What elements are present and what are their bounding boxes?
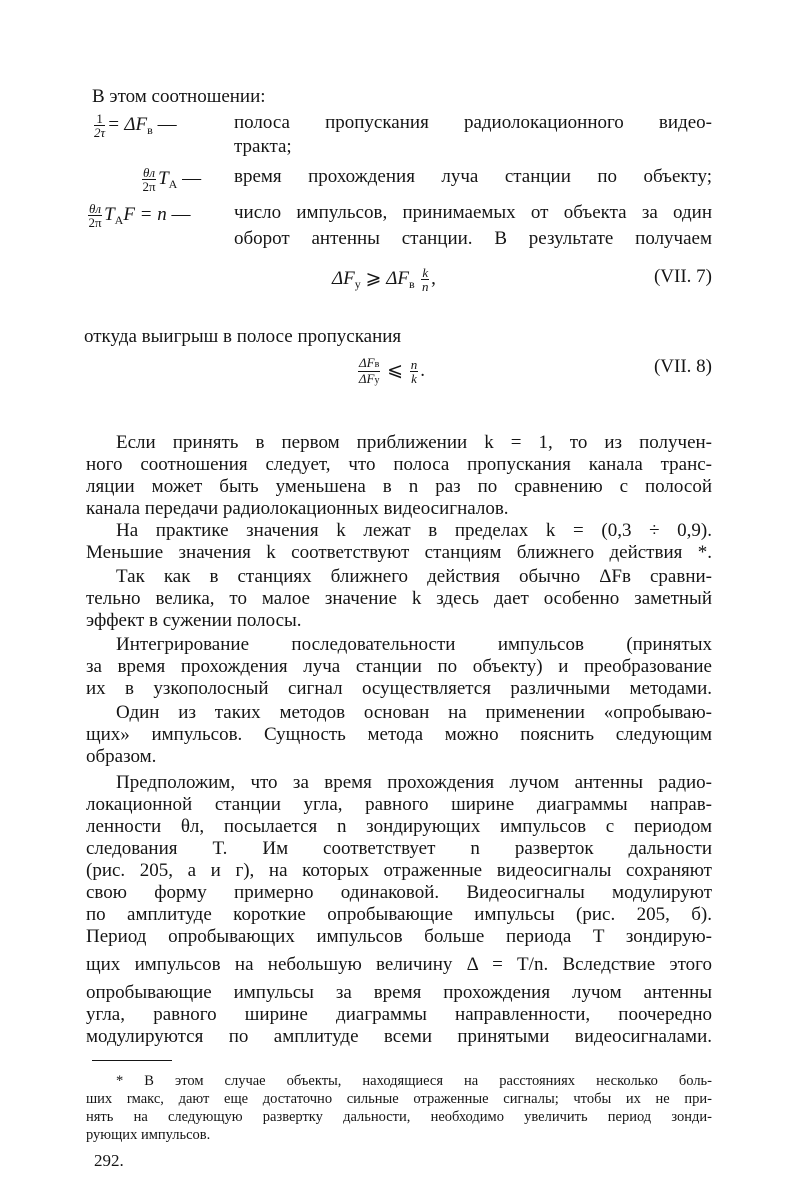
paragraph-line: ного соотношения следует, что полоса пропускания канала транс- [86,454,712,475]
paragraph-line: канала передачи радиолокационных видеосигналов. [86,498,509,519]
definition-2: $\frac{\theta л}{2\pi}$ $T_A$ — время прохождения луча станции по объекту; [142,165,712,194]
paragraph-line: локационной станции угла, равного ширине диаграммы направ- [86,794,712,815]
paragraph-line: свою форму примерно одинаковой. Видеосигналы модулируют [86,882,712,903]
definition-1: $\frac{1}{2\tau}$ = $\Delta F_в$ — полоса пропускания радиолокационного видео- [94,111,712,140]
definition-3-cont: оборот антенны станции. В результате получаем [234,228,712,249]
footnote-line: нять на следующую развертку дальности, необходимо увеличить период зонди- [86,1109,712,1125]
paragraph-line: ляции может быть уменьшена в n раз по сравнению с полосой [86,476,712,497]
fraction: $\frac{\text{ΔFв}}{\text{ΔFу}}$ [358,355,380,386]
page-number: 292. [94,1151,124,1170]
paragraph-line: опробывающие импульсы за время прохождения лучом антенны [86,982,712,1003]
definition-3: $\frac{\theta л}{2\pi}$ $T_AF = n$ — число импульсов, принимаемых от объекта за один [88,201,712,230]
fraction: $\frac{k}{n}$ [422,265,429,294]
definition-1-cont: тракта; [234,136,292,157]
footnote-line: рующих импульсов. [86,1127,211,1143]
paragraph-line: (рис. 205, а и г), на которых отраженные видеосигналы сохраняют [86,860,712,881]
fraction: $\frac{\theta л}{2\pi}$ [142,165,156,194]
paragraph-line: На практике значения k лежат в пределах k = (0,3 ÷ 0,9). [116,520,712,541]
paragraph-line: щих» импульсов. Сущность метода можно пояснить следующим [86,724,712,745]
paragraph-line: щих импульсов на небольшую величину Δ = T/n. Вследствие этого [86,954,712,975]
paragraph-line: Один из таких методов основан на применении «опробываю- [116,702,712,723]
paragraph-line: за время прохождения луча станции по объекту) и преобразование [86,656,712,677]
equation-number: (VII. 7) [653,266,712,287]
paragraph-line: тельно велика, то малое значение k здесь дает особенно заметный [86,588,712,609]
paragraph-line: Если принять в первом приближении k = 1, то из получен- [116,432,712,453]
footnote-line: ших rмакс, дают еще достаточно сильные отраженные сигналы; чтобы их не при- [86,1091,712,1107]
paragraph-line: Меньшие значения k соответствуют станциям ближнего действия *. [86,542,712,563]
definition-text: число импульсов, принимаемых от объекта за один [234,202,712,223]
equation-number: (VII. 8) [653,356,712,377]
paragraph-line: их в узкополосный сигнал осуществляется различными методами. [86,678,712,699]
fraction: $\frac{\theta л}{2\pi}$ [88,201,102,230]
paragraph-line: по амплитуде короткие опробывающие импульсы (рис. 205, б). [86,904,712,925]
paragraph-line: Период опробывающих импульсов больше периода T зондирую- [86,926,712,947]
paragraph-line: модулируются по амплитуде всеми принятыми видеосигналами. [86,1026,712,1047]
paragraph-line: Предположим, что за время прохождения лучом антенны радио- [116,772,712,793]
footnote-divider [92,1060,172,1061]
fraction: $\frac{n}{k}$ [410,357,418,386]
paragraph-line: Так как в станциях ближнего действия обычно ΔFв сравни- [116,566,712,587]
connecting-text: откуда выигрыш в полосе пропускания [84,326,402,347]
paragraph-line: образом. [86,746,157,767]
paragraph-line: угла, равного ширине диаграммы направленности, поочередно [86,1004,712,1025]
paragraph-line: Интегрирование последовательности импульсов (принятых [116,634,712,655]
footnote-line: * В этом случае объекты, находящиеся на расстояниях несколько боль- [116,1073,712,1089]
paragraph-line: следования T. Им соответствует n разверток дальности [86,838,712,859]
intro-text: В этом соотношении: [92,86,266,107]
definition-text: полоса пропускания радиолокационного видео- [234,112,712,133]
paragraph-line: ленности θл, посылается n зондирующих импульсов с периодом [86,816,712,837]
definition-text: время прохождения луча станции по объекту; [234,166,712,187]
paragraph-line: эффект в сужении полосы. [86,610,302,631]
fraction: $\frac{1}{2\tau}$ [94,111,106,140]
